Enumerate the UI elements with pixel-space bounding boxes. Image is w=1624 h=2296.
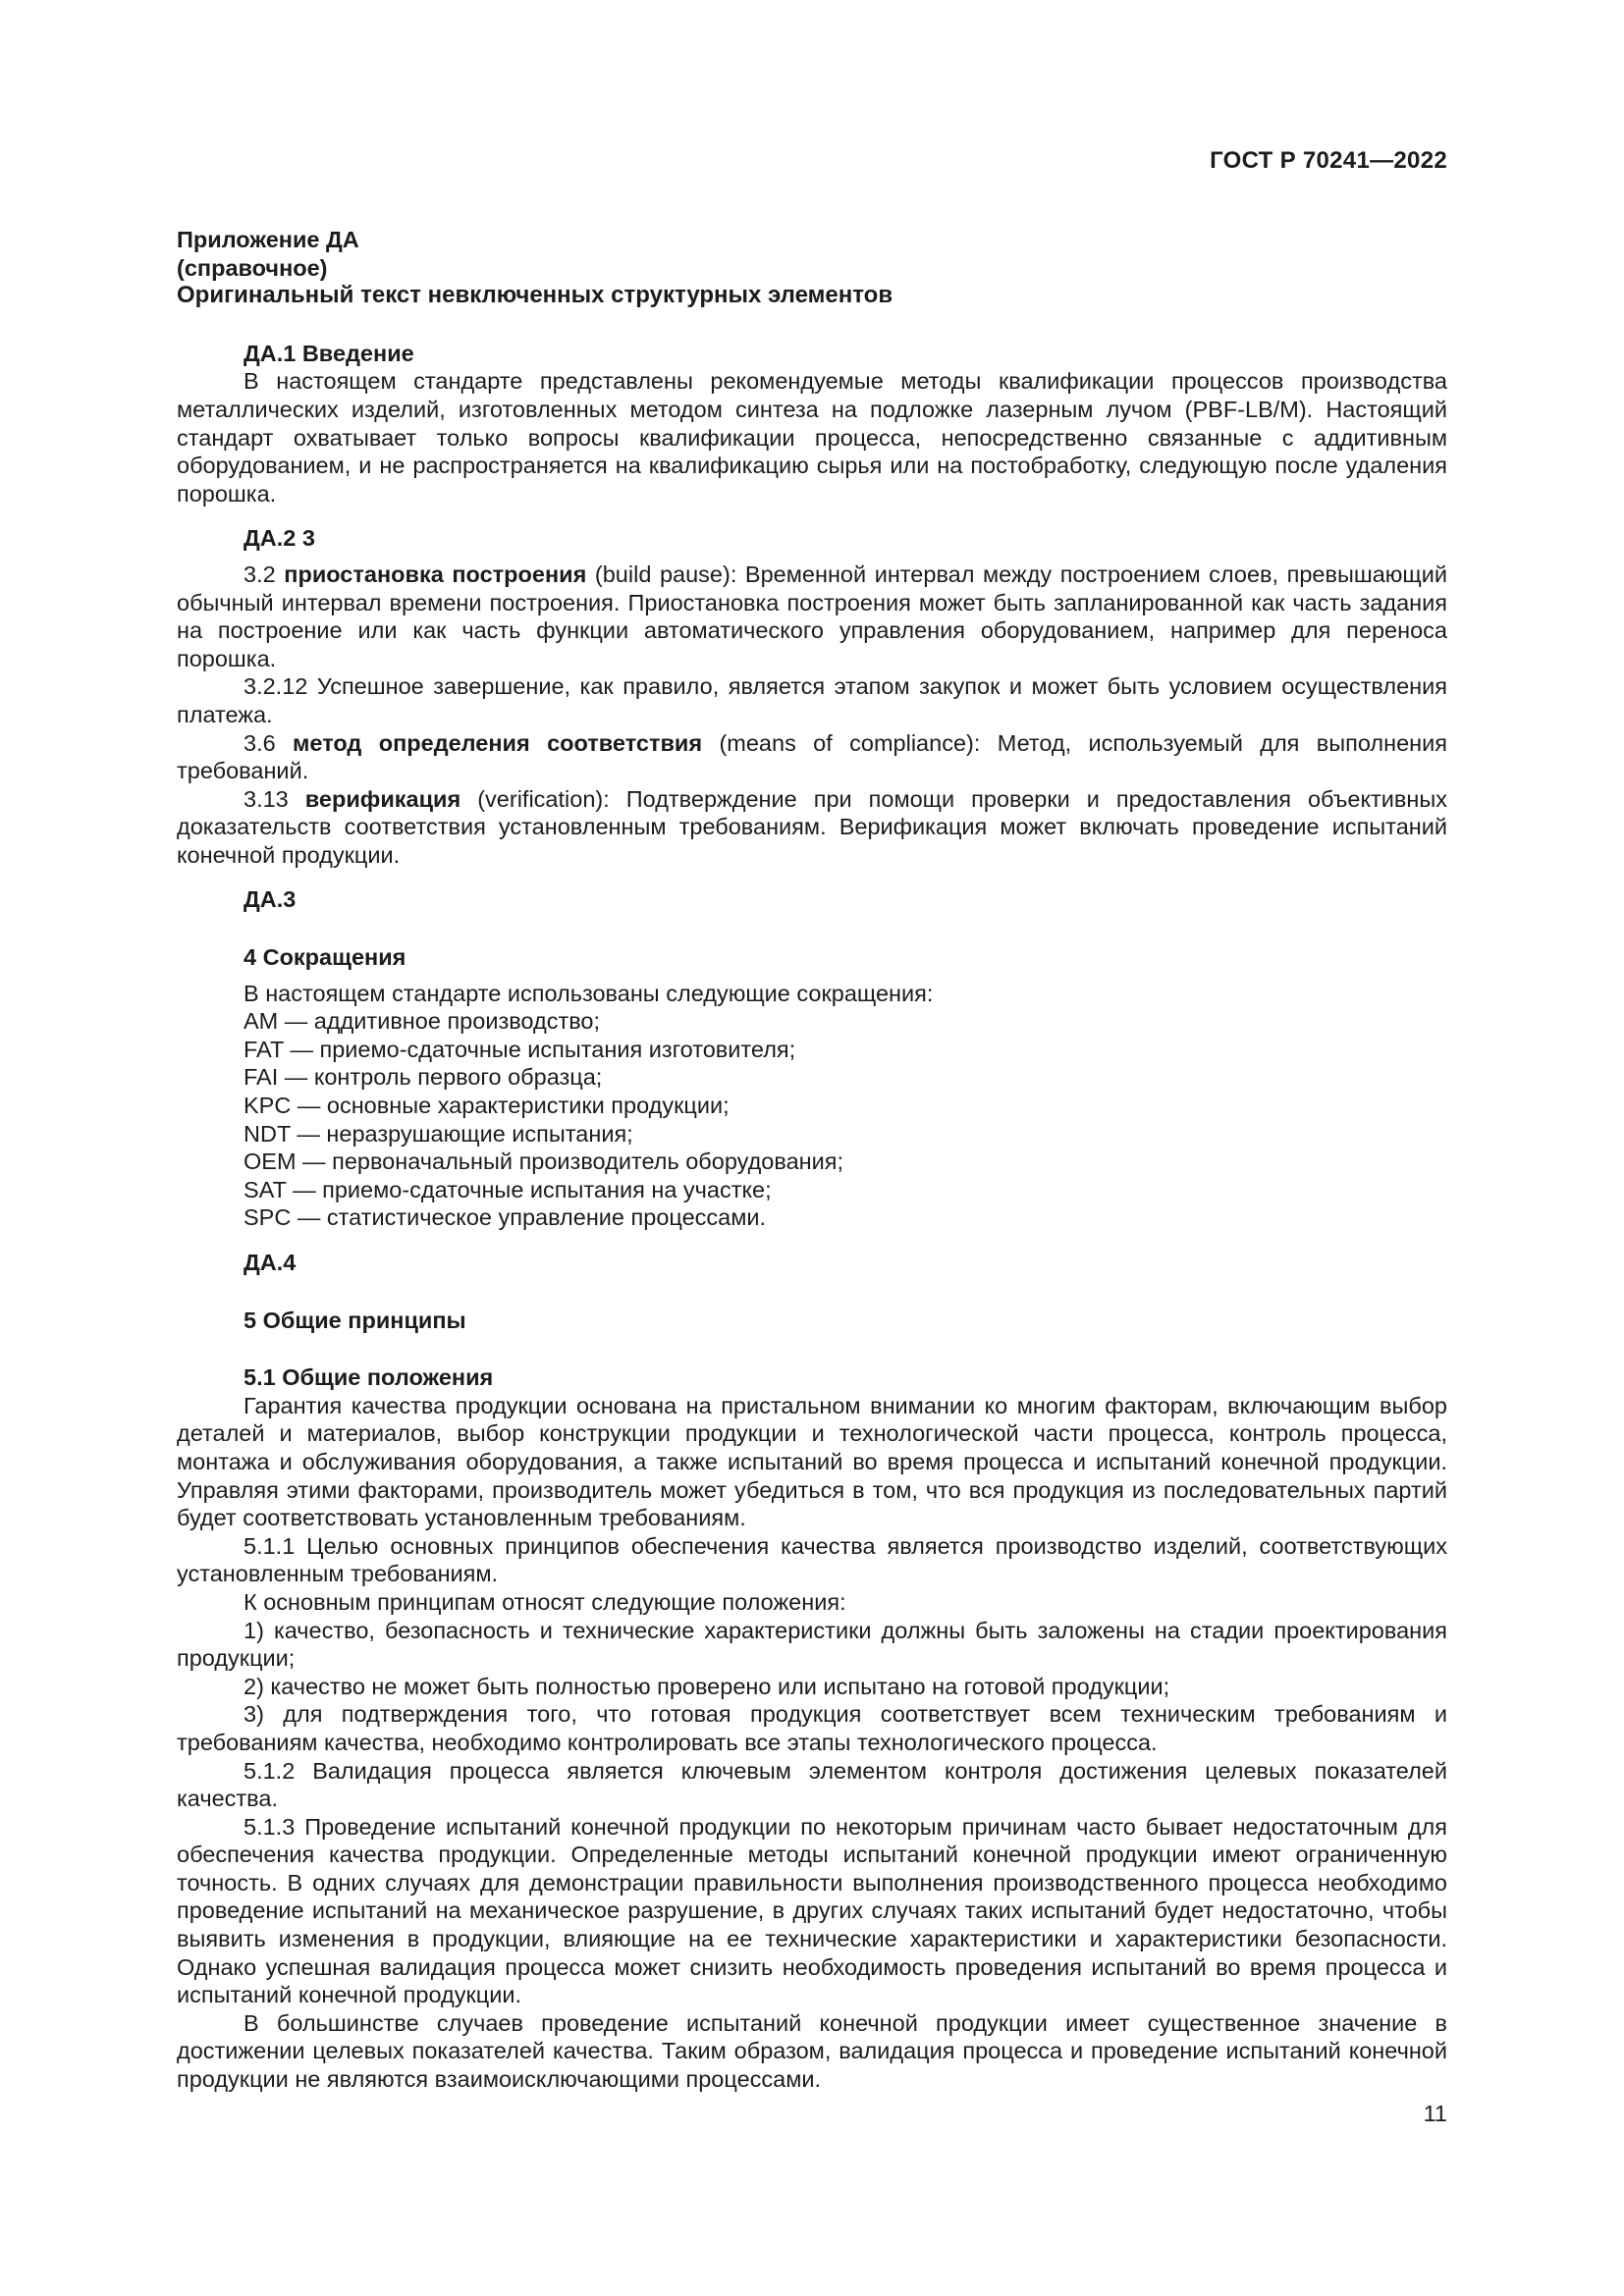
term-number: 3.2 [244,561,276,587]
paragraph: В большинстве случаев проведение испытаний конечной продукции имеет существенное значение в достижении целевых показателей качества. Таким образом, валидация процесса и проведение испытаний конечной продукции не являются взаимоисключающими процессами. [177,2009,1447,2093]
subsection-heading: 4 Сокращения [244,944,406,971]
paragraph: 3.2.12 Успешное завершение, как правило, является этапом закупок и может быть условием осуществления платежа. [177,673,1447,727]
list-item: FAI — контроль первого образца; [244,1064,603,1091]
paragraph: В настоящем стандарте представлены рекомендуемые методы квалификации процессов производства металлических изделий, изготовленных методом синтеза на подложке лазерным лучом (PBF-LB/M). Настоящий стандарт охватывает только вопросы квалификации процесса, непосредственно связанные с аддитивным оборудованием, и не распространяется на квалификацию сырья или на постобработку, следующую после удаления порошка. [177,368,1447,507]
term-name: метод определения соответствия [293,729,703,756]
section-heading-da4: ДА.4 [244,1250,297,1275]
term-name: приостановка построения [284,561,587,587]
page-number: 11 [1423,2101,1447,2126]
term-3-2 [177,561,1447,672]
paragraph: 3) для подтверждения того, что готовая продукция соответствует всем техническим требованиям и требованиям качества, необходимо контролировать все этапы технологического процесса. [177,1701,1447,1755]
list-item: FAT — приемо-сдаточные испытания изготовителя; [244,1036,796,1062]
section-heading-da1: ДА.1 Введение [244,340,414,366]
list-item: AM — аддитивное производство; [244,1008,601,1035]
term-definition: (verification): Подтверждение при помощи проверки и предоставления объективных доказательств соответствия установленным требованиям. Верификация может включать проведение испытаний конечной продукции. [177,785,1447,868]
term-definition: (means of compliance): Метод, используемый для выполнения требований. [177,729,1447,784]
annex-heading: Оригинальный текст невключенных структурных элементов [177,282,893,309]
annex-subtitle: (справочное) [177,254,328,281]
paragraph: 1) качество, безопасность и технические характеристики должны быть заложены на стадии проектирования продукции; [177,1617,1447,1672]
paragraph: 5.1.1 Целью основных принципов обеспечения качества является производство изделий, соответствующих установленным требованиям. [177,1532,1447,1587]
document-code: ГОСТ Р 70241—2022 [1210,147,1447,174]
annex-title: Приложение ДА [177,227,359,252]
paragraph: 2) качество не может быть полностью проверено или испытано на готовой продукции; [244,1673,1170,1699]
term-name: верификация [304,785,461,812]
list-item: NDT — неразрушающие испытания; [244,1120,633,1147]
list-item: SPC — статистическое управление процессами. [244,1204,767,1231]
paragraph: 5.1.3 Проведение испытаний конечной продукции по некоторым причинам часто бывает недостаточным для обеспечения качества продукции. Определенные методы испытаний конечной продукции имеют ограниченную точность. В одних случаях для демонстрации правильности выполнения производственного процесса необходимо проведение испытаний на механическое разрушение, в других случаях таких испытаний будет недостаточно, чтобы выявить изменения в продукции, влияющие на ее технические характеристики и характеристики безопасности. Однако успешная валидация процесса может снизить необходимость проведения испытаний во время процесса и испытаний конечной продукции. [177,1813,1447,2008]
list-item: KPC — основные характеристики продукции; [244,1093,730,1119]
section-heading-da3: ДА.3 [244,886,297,913]
subsection-heading: 5 Общие принципы [244,1307,466,1333]
paragraph: К основным принципам относят следующие положения: [244,1588,846,1615]
list-intro: В настоящем стандарте использованы следующие сокращения: [244,980,934,1006]
subsection-heading: 5.1 Общие положения [244,1364,494,1391]
term-definition: (build pause): Временной интервал между построением слоев, превышающий обычный интервал времени построения. Приостановка построения может быть запланированной как часть задания на построение или как часть функции автоматического управления оборудованием, например для переноса порошка. [177,561,1448,671]
term-number: 3.6 [244,729,276,756]
term-3-6 [177,729,1447,785]
document-body [177,226,1447,2094]
list-item: OEM — первоначальный производитель оборудования; [244,1148,844,1175]
term-3-13 [177,785,1447,870]
list-item: SAT — приемо-сдаточные испытания на участке; [244,1176,772,1202]
term-number: 3.13 [244,785,289,812]
section-heading-da2: ДА.2 3 [244,525,315,552]
paragraph: 5.1.2 Валидация процесса является ключевым элементом контроля достижения целевых показателей качества. [177,1757,1447,1812]
paragraph: Гарантия качества продукции основана на пристальном внимании ко многим факторам, включающим выбор деталей и материалов, выбор конструкции продукции и технологической части процесса, контроль процесса, монтажа и обслуживания оборудования, а также испытаний во время процесса и испытаний конечной продукции. Управляя этими факторами, производитель может убедиться в том, что вся продукция из последовательных партий будет соответствовать установленным требованиям. [177,1392,1447,1531]
